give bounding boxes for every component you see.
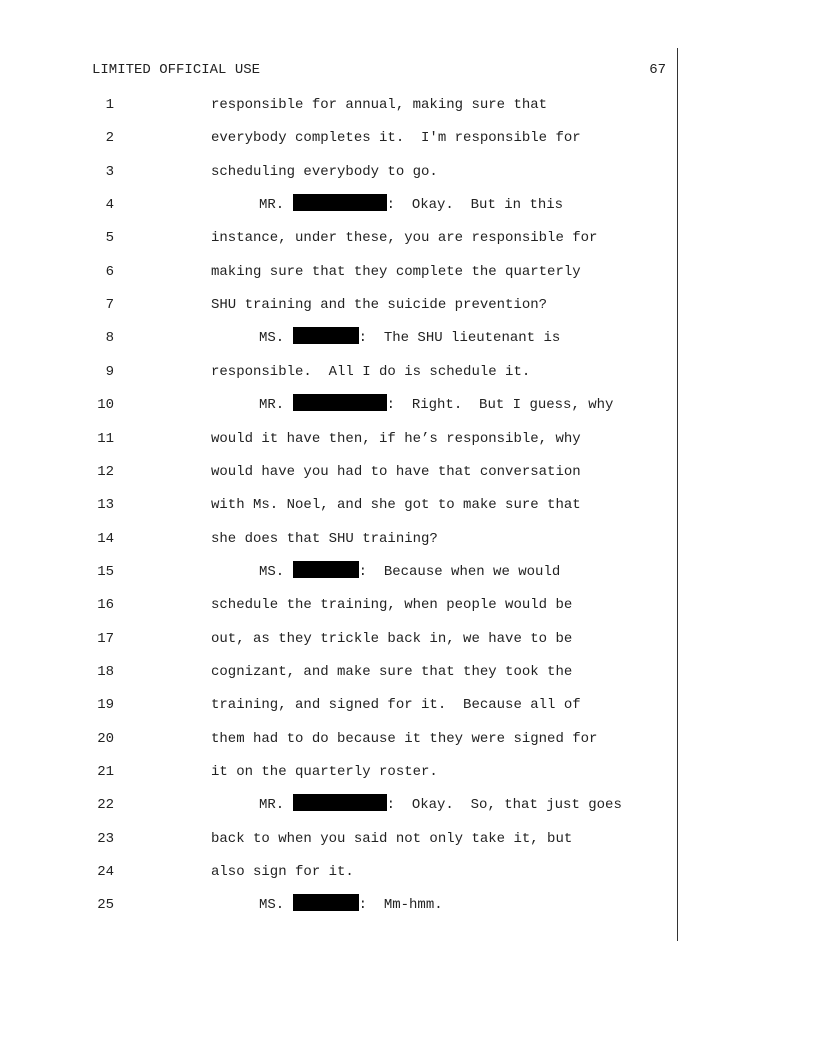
line-number: 2 (105, 130, 114, 147)
transcript-line (0, 361, 816, 383)
transcript-line (0, 594, 816, 616)
line-text: responsible for annual, making sure that (211, 97, 548, 113)
speaker-title: MR. (259, 797, 285, 814)
transcript-line (0, 461, 816, 483)
line-number: 15 (97, 563, 114, 580)
speaker-title: MS. (259, 563, 285, 580)
transcript-line (0, 127, 816, 149)
transcript-line (0, 528, 816, 550)
transcript-line (0, 561, 816, 583)
transcript-line (0, 327, 816, 349)
line-number: 4 (105, 197, 114, 214)
speaker-text: : Okay. So, that just goes (386, 797, 622, 814)
redaction-block (293, 394, 387, 411)
transcript-line (0, 861, 816, 883)
line-text: with Ms. Noel, and she got to make sure that (211, 497, 581, 514)
line-number: 25 (97, 897, 114, 914)
line-text: everybody completes it. I'm responsible for (211, 130, 581, 147)
line-number: 22 (97, 797, 114, 814)
transcript-line (0, 94, 816, 116)
line-number: 13 (97, 497, 114, 514)
transcript-line (0, 894, 816, 916)
transcript-line (0, 828, 816, 850)
transcript-line (0, 494, 816, 516)
line-number: 6 (105, 263, 114, 280)
line-number: 18 (97, 663, 114, 680)
transcript-line (0, 761, 816, 783)
line-number: 12 (97, 463, 114, 480)
transcript-line (0, 794, 816, 816)
line-number: 7 (105, 297, 114, 314)
line-number: 11 (97, 430, 114, 447)
line-number: 20 (97, 730, 114, 747)
speaker-title: MS. (259, 330, 285, 347)
speaker-text: : Mm-hmm. (358, 897, 443, 914)
line-text: back to when you said not only take it, but (211, 830, 573, 847)
redaction-block (293, 561, 359, 578)
line-number: 24 (97, 864, 114, 881)
speaker-line (259, 194, 563, 216)
redaction-block (293, 894, 359, 911)
transcript-line (0, 261, 816, 283)
transcript-line (0, 294, 816, 316)
transcript-line (0, 628, 816, 650)
transcript-line (0, 161, 816, 183)
speaker-text: : Okay. But in this (386, 197, 564, 214)
line-text: scheduling everybody to go. (211, 163, 438, 180)
line-number: 3 (105, 163, 114, 180)
speaker-line (259, 327, 560, 349)
speaker-title: MR. (259, 397, 285, 414)
speaker-text: : Because when we would (358, 563, 561, 580)
speaker-line (259, 394, 613, 416)
line-number: 17 (97, 630, 114, 647)
line-text: she does that SHU training? (211, 530, 438, 547)
page-number: 67 (649, 62, 666, 78)
speaker-title: MS. (259, 897, 285, 914)
speaker-title: MR. (259, 197, 285, 214)
transcript-line (0, 428, 816, 450)
classification-header: LIMITED OFFICIAL USE (92, 62, 261, 78)
redaction-block (293, 794, 387, 811)
line-number: 9 (105, 363, 114, 380)
line-text: cognizant, and make sure that they took the (211, 663, 573, 680)
transcript-line (0, 728, 816, 750)
line-text: it on the quarterly roster. (211, 764, 438, 780)
line-text: out, as they trickle back in, we have to be (211, 630, 573, 647)
speaker-text: : The SHU lieutenant is (358, 330, 561, 347)
line-text: responsible. All I do is schedule it. (211, 363, 531, 380)
line-text: would it have then, if he’s responsible, why (211, 430, 581, 447)
line-number: 14 (97, 530, 114, 547)
line-text: schedule the training, when people would be (211, 597, 573, 614)
speaker-line (259, 561, 560, 583)
line-number: 16 (97, 597, 114, 614)
line-number: 21 (97, 764, 114, 780)
transcript-line (0, 661, 816, 683)
speaker-line (259, 794, 622, 816)
line-text: them had to do because it they were signed for (211, 730, 598, 747)
line-number: 8 (105, 330, 114, 347)
redaction-block (293, 327, 359, 344)
transcript-line (0, 394, 816, 416)
line-text: instance, under these, you are responsible for (211, 230, 598, 247)
redaction-block (293, 194, 387, 211)
transcript-line (0, 694, 816, 716)
line-text: SHU training and the suicide prevention? (211, 297, 548, 314)
speaker-text: : Right. But I guess, why (386, 397, 614, 414)
line-text: training, and signed for it. Because all of (211, 697, 581, 714)
line-text: making sure that they complete the quarterly (211, 263, 581, 280)
line-number: 23 (97, 830, 114, 847)
line-number: 1 (105, 97, 114, 113)
line-number: 10 (97, 397, 114, 414)
transcript-line (0, 194, 816, 216)
line-number: 19 (97, 697, 114, 714)
speaker-line (259, 894, 443, 916)
line-number: 5 (105, 230, 114, 247)
line-text: would have you had to have that conversation (211, 463, 581, 480)
line-text: also sign for it. (211, 864, 354, 881)
transcript-line (0, 227, 816, 249)
